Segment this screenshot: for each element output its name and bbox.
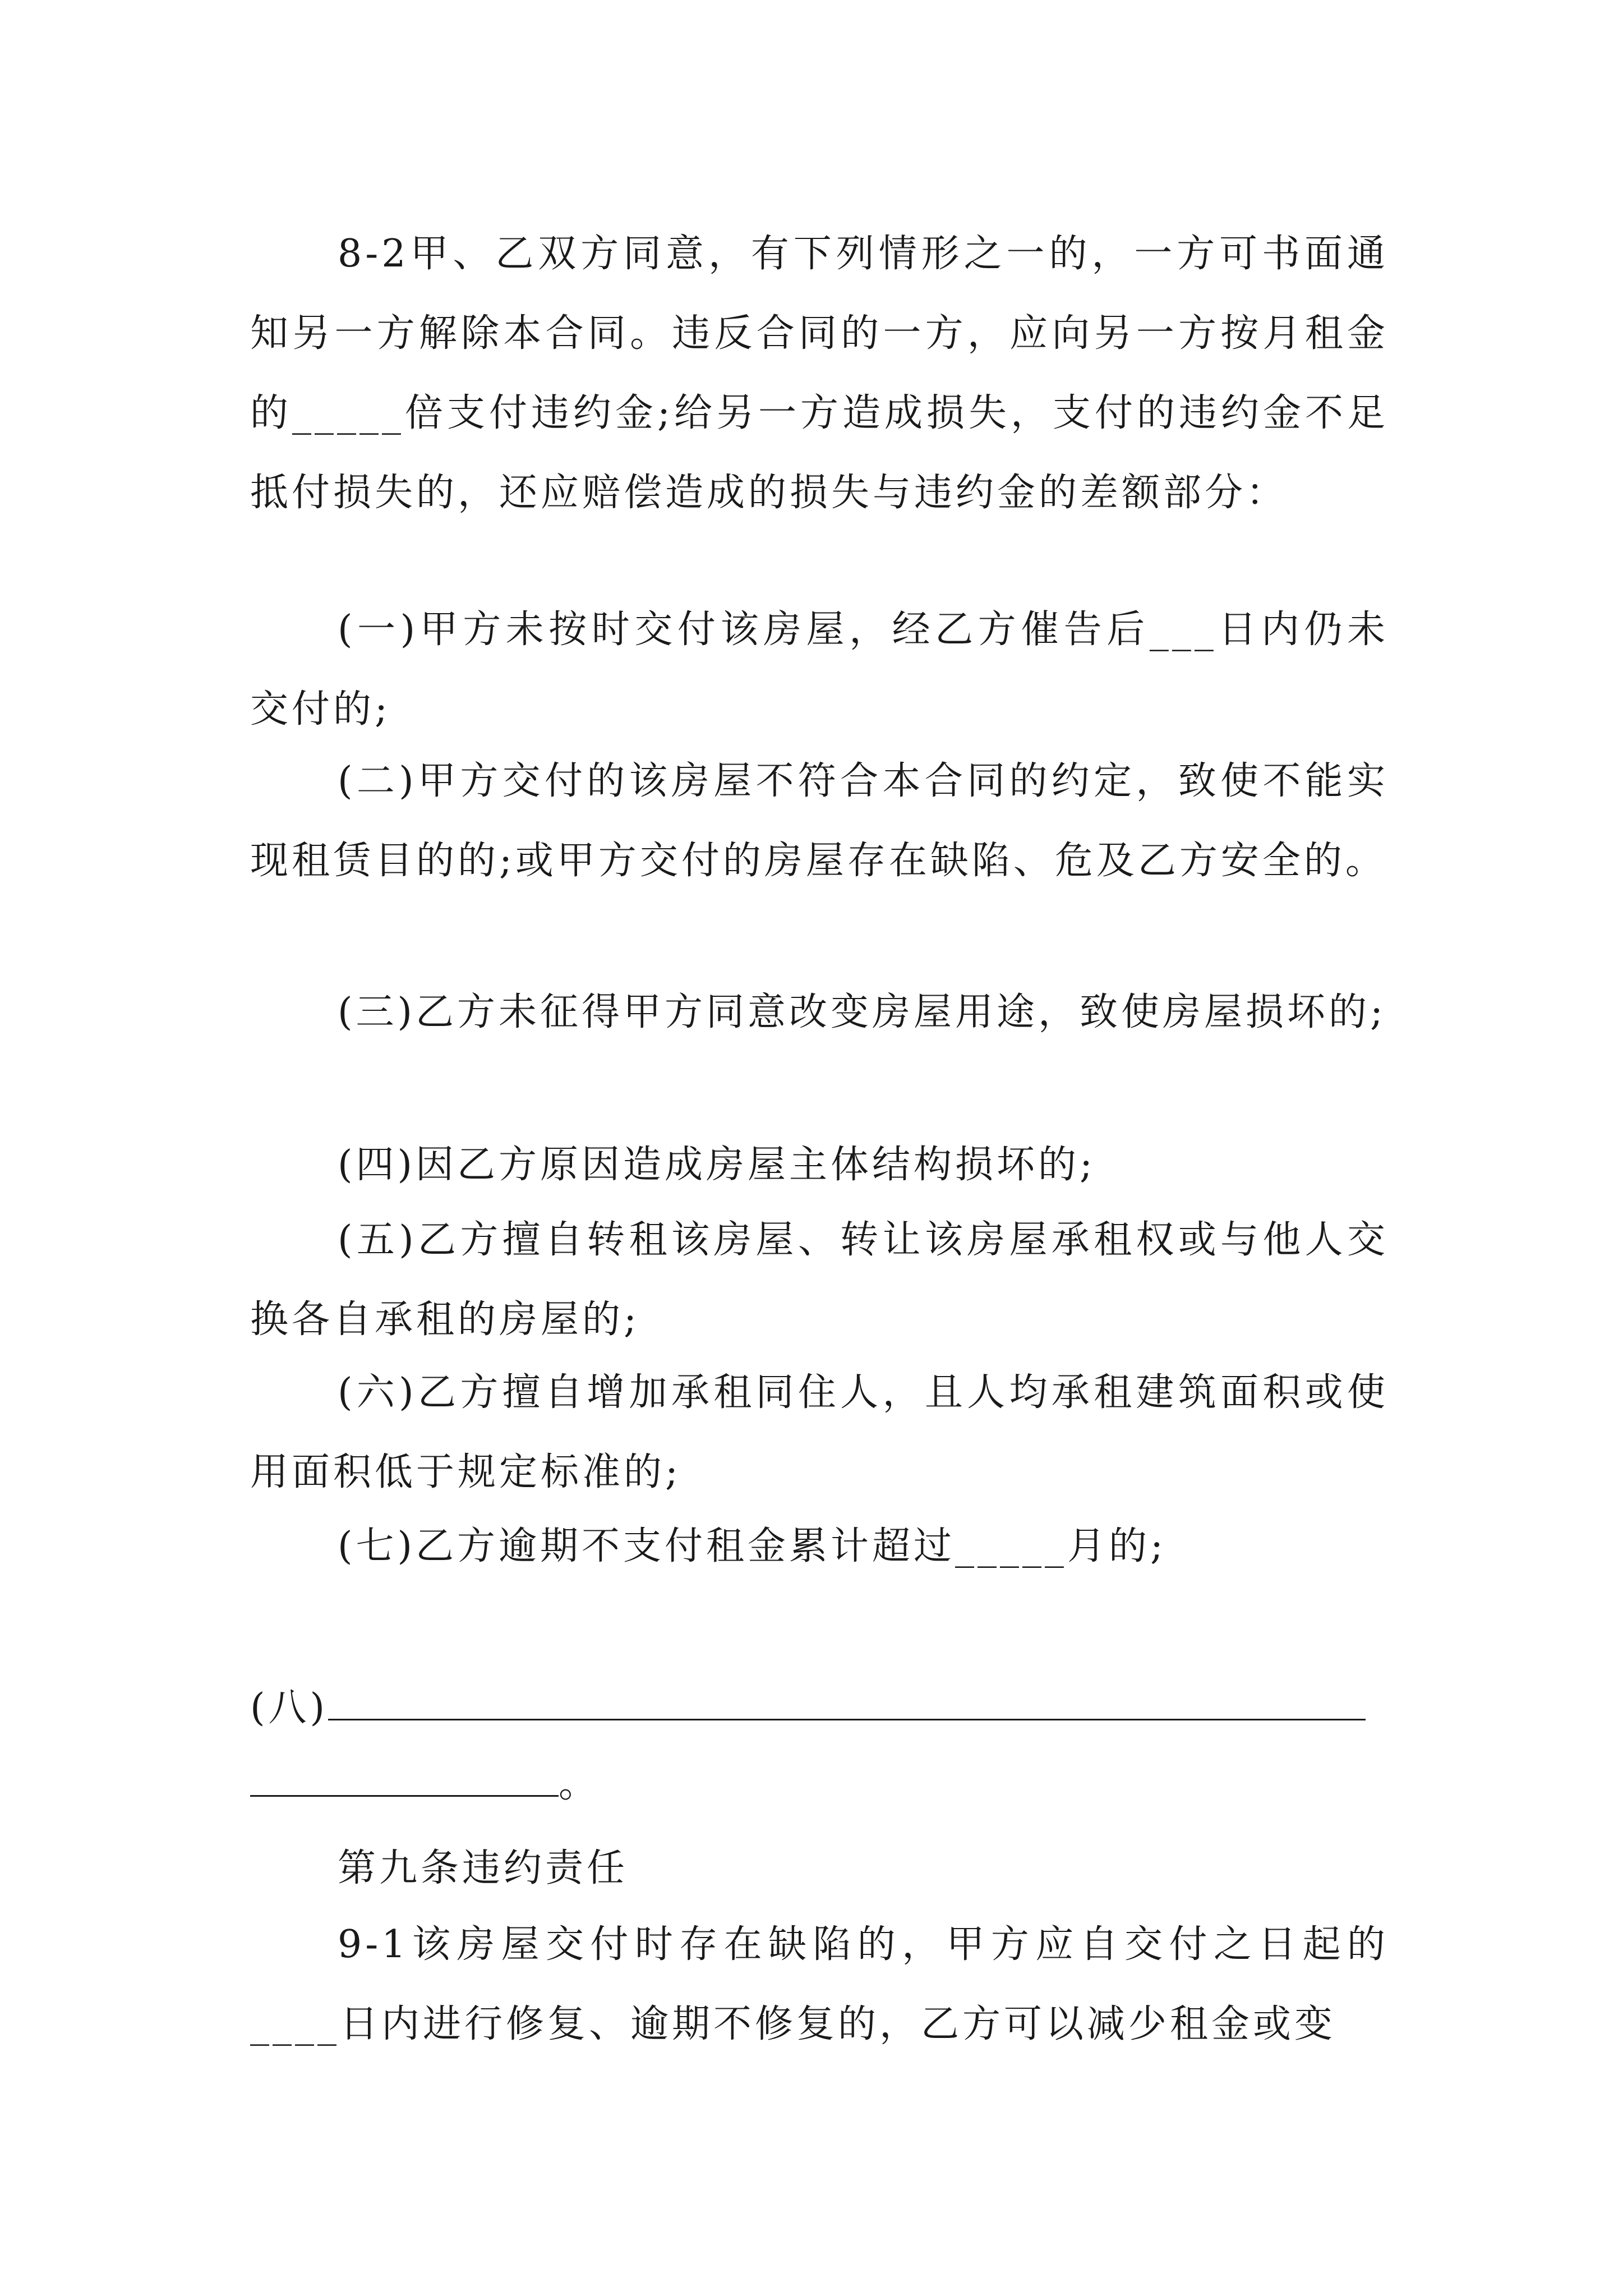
list-item-7: (七)乙方逾期不支付租金累计超过_____月的; xyxy=(338,1524,1166,1568)
list-item-2: (二)甲方交付的该房屋不符合本合同的约定，致使不能实现租赁目的的;或甲方交付的房屋存在缺陷、危及乙方安全的。 xyxy=(250,759,1389,883)
list-item-8 xyxy=(250,1677,1366,1732)
list-item-8-end: 。 xyxy=(559,1762,601,1806)
list-item-5: (五)乙方擅自转租该房屋、转让该房屋承租权或与他人交换各自承租的房屋的; xyxy=(250,1218,1389,1342)
list-item-4: (四)因乙方原因造成房屋主体结构损坏的; xyxy=(338,1143,1096,1187)
list-item-1: (一)甲方未按时交付该房屋，经乙方催告后___日内仍未交付的; xyxy=(250,608,1389,731)
list-item-8-continuation xyxy=(250,1754,600,1808)
paragraph-8-2: 8-2甲、乙双方同意，有下列情形之一的，一方可书面通知另一方解除本合同。违反合同的一方，应向另一方按月租金的_____倍支付违约金;给另一方造成损失，支付的违约金不足抵付损失的，还应赔偿造成的损失与违约金的差额部分： xyxy=(250,232,1389,515)
list-item-3: (三)乙方未征得甲方同意改变房屋用途，致使房屋损坏的; xyxy=(338,990,1386,1034)
list-item-6: (六)乙方擅自增加承租同住人，且人均承租建筑面积或使用面积低于规定标准的; xyxy=(250,1370,1389,1494)
list-item-8-label: (八) xyxy=(250,1686,329,1730)
article-9-title: 第九条违约责任 xyxy=(338,1846,629,1890)
fill-in-blank-line xyxy=(328,1686,1366,1720)
fill-in-blank-line xyxy=(250,1763,559,1797)
paragraph-9-1: 9-1该房屋交付时存在缺陷的，甲方应自交付之日起的____日内进行修复、逾期不修复的，乙方可以减少租金或变 xyxy=(250,1922,1389,2046)
